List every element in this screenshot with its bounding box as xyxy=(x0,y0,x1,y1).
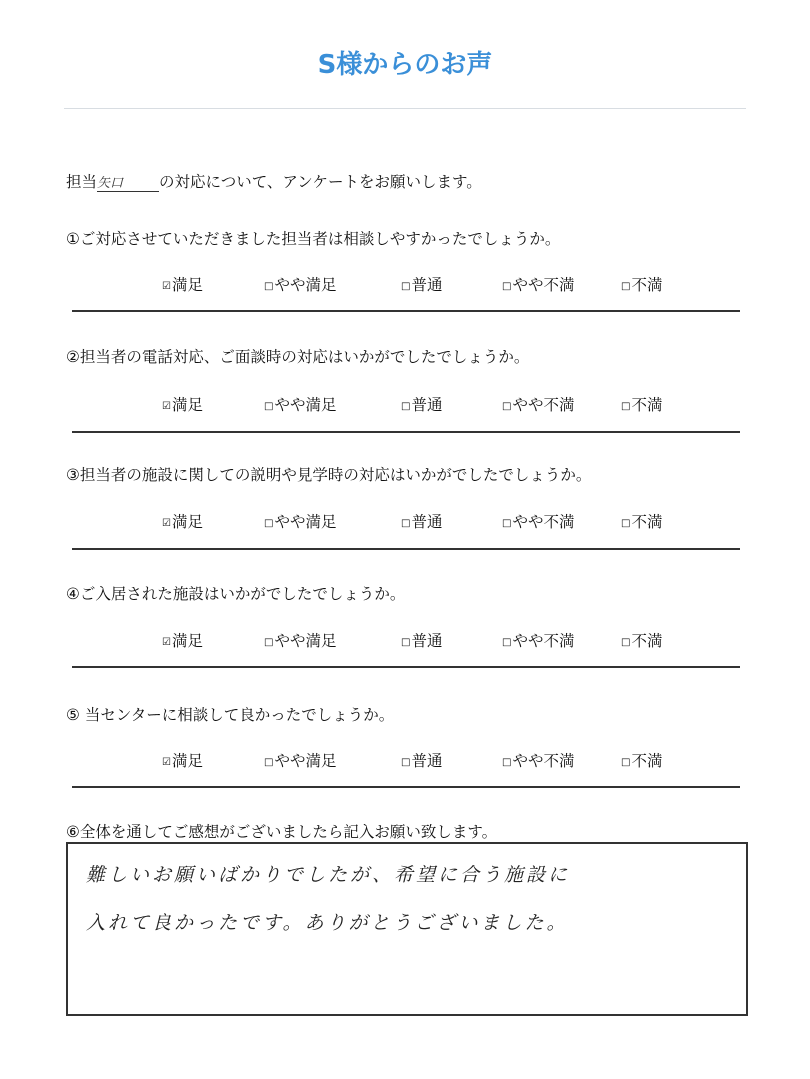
option-label: やや不満 xyxy=(512,513,575,531)
option-label: やや満足 xyxy=(274,513,337,531)
option-2[interactable] xyxy=(264,629,336,651)
option-label: 満足 xyxy=(171,752,203,770)
checkbox-icon[interactable]: □ xyxy=(401,637,411,648)
option-2[interactable] xyxy=(264,749,336,771)
option-label: やや不満 xyxy=(512,396,575,414)
checkbox-icon[interactable]: □ xyxy=(502,518,512,529)
intro-text xyxy=(66,170,482,192)
option-5[interactable] xyxy=(621,273,662,295)
option-label: 普通 xyxy=(411,396,443,414)
option-label: やや満足 xyxy=(274,396,337,414)
option-1[interactable] xyxy=(162,393,203,415)
comment-box xyxy=(66,842,748,1016)
option-4[interactable] xyxy=(502,749,574,771)
checkbox-icon[interactable]: □ xyxy=(502,281,512,292)
question-text: ④ご入居された施設はいかがでしたでしょうか。 xyxy=(66,585,406,603)
checkbox-icon[interactable]: □ xyxy=(264,281,274,292)
question-divider xyxy=(72,786,740,788)
intro-suffix: の対応について、アンケートをお願いします。 xyxy=(159,173,482,191)
checked-box-icon[interactable]: ☑ xyxy=(162,637,171,648)
question-text: ⑤ 当センターに相談して良かったでしょうか。 xyxy=(66,706,395,724)
checkbox-icon[interactable]: □ xyxy=(401,518,411,529)
checkbox-icon[interactable]: □ xyxy=(264,637,274,648)
option-label: やや満足 xyxy=(274,276,337,294)
checkbox-icon[interactable]: □ xyxy=(264,401,274,412)
option-label: やや不満 xyxy=(512,632,575,650)
option-1[interactable] xyxy=(162,629,203,651)
option-label: 満足 xyxy=(171,396,203,414)
comment-question: ⑥全体を通してご感想がございましたら記入お願い致します。 xyxy=(66,823,498,841)
checked-box-icon[interactable]: ☑ xyxy=(162,518,171,529)
checkbox-icon[interactable]: □ xyxy=(264,757,274,768)
option-5[interactable] xyxy=(621,510,662,532)
option-3[interactable] xyxy=(401,393,442,415)
option-label: 普通 xyxy=(411,276,443,294)
option-1[interactable] xyxy=(162,273,203,295)
option-5[interactable] xyxy=(621,393,662,415)
question-text: ③担当者の施設に関しての説明や見学時の対応はいかがでしたでしょうか。 xyxy=(66,466,592,484)
option-label: 普通 xyxy=(411,632,443,650)
option-label: 不満 xyxy=(631,752,663,770)
checked-box-icon[interactable]: ☑ xyxy=(162,757,171,768)
checkbox-icon[interactable]: □ xyxy=(401,401,411,412)
option-2[interactable] xyxy=(264,510,336,532)
option-4[interactable] xyxy=(502,393,574,415)
question-text: ②担当者の電話対応、ご面談時の対応はいかがでしたでしょうか。 xyxy=(66,348,530,366)
checkbox-icon[interactable]: □ xyxy=(621,518,631,529)
checkbox-icon[interactable]: □ xyxy=(401,757,411,768)
option-label: 不満 xyxy=(631,632,663,650)
checkbox-icon[interactable]: □ xyxy=(621,401,631,412)
comment-line: 難しいお願いばかりでしたが、希望に合う施設に xyxy=(86,864,571,886)
checkbox-icon[interactable]: □ xyxy=(502,637,512,648)
question-divider xyxy=(72,310,740,312)
question-text: ①ご対応させていただきました担当者は相談しやすかったでしょうか。 xyxy=(66,230,561,248)
option-label: 満足 xyxy=(171,632,203,650)
option-3[interactable] xyxy=(401,510,442,532)
title-divider xyxy=(64,108,746,109)
checkbox-icon[interactable]: □ xyxy=(401,281,411,292)
option-3[interactable] xyxy=(401,749,442,771)
option-label: 不満 xyxy=(631,396,663,414)
option-2[interactable] xyxy=(264,393,336,415)
checkbox-icon[interactable]: □ xyxy=(621,281,631,292)
checkbox-icon[interactable]: □ xyxy=(264,518,274,529)
option-label: 普通 xyxy=(411,513,443,531)
option-label: やや不満 xyxy=(512,276,575,294)
option-4[interactable] xyxy=(502,510,574,532)
option-5[interactable] xyxy=(621,749,662,771)
checkbox-icon[interactable]: □ xyxy=(621,637,631,648)
checked-box-icon[interactable]: ☑ xyxy=(162,281,171,292)
question-divider xyxy=(72,431,740,433)
checkbox-icon[interactable]: □ xyxy=(621,757,631,768)
question-divider xyxy=(72,666,740,668)
option-4[interactable] xyxy=(502,273,574,295)
option-label: 満足 xyxy=(171,276,203,294)
option-1[interactable] xyxy=(162,510,203,532)
option-3[interactable] xyxy=(401,629,442,651)
question-divider xyxy=(72,548,740,550)
option-1[interactable] xyxy=(162,749,203,771)
page-title: S様からのお声 xyxy=(317,50,493,80)
option-label: 不満 xyxy=(631,276,663,294)
option-4[interactable] xyxy=(502,629,574,651)
option-label: やや満足 xyxy=(274,752,337,770)
option-3[interactable] xyxy=(401,273,442,295)
option-2[interactable] xyxy=(264,273,336,295)
staff-name-handwritten: 矢口 xyxy=(97,172,159,192)
comment-line: 入れて良かったです。ありがとうございました。 xyxy=(86,912,569,934)
intro-prefix: 担当 xyxy=(66,173,98,191)
option-label: やや満足 xyxy=(274,632,337,650)
checkbox-icon[interactable]: □ xyxy=(502,401,512,412)
option-label: 満足 xyxy=(171,513,203,531)
option-5[interactable] xyxy=(621,629,662,651)
option-label: やや不満 xyxy=(512,752,575,770)
checkbox-icon[interactable]: □ xyxy=(502,757,512,768)
option-label: 不満 xyxy=(631,513,663,531)
option-label: 普通 xyxy=(411,752,443,770)
checked-box-icon[interactable]: ☑ xyxy=(162,401,171,412)
